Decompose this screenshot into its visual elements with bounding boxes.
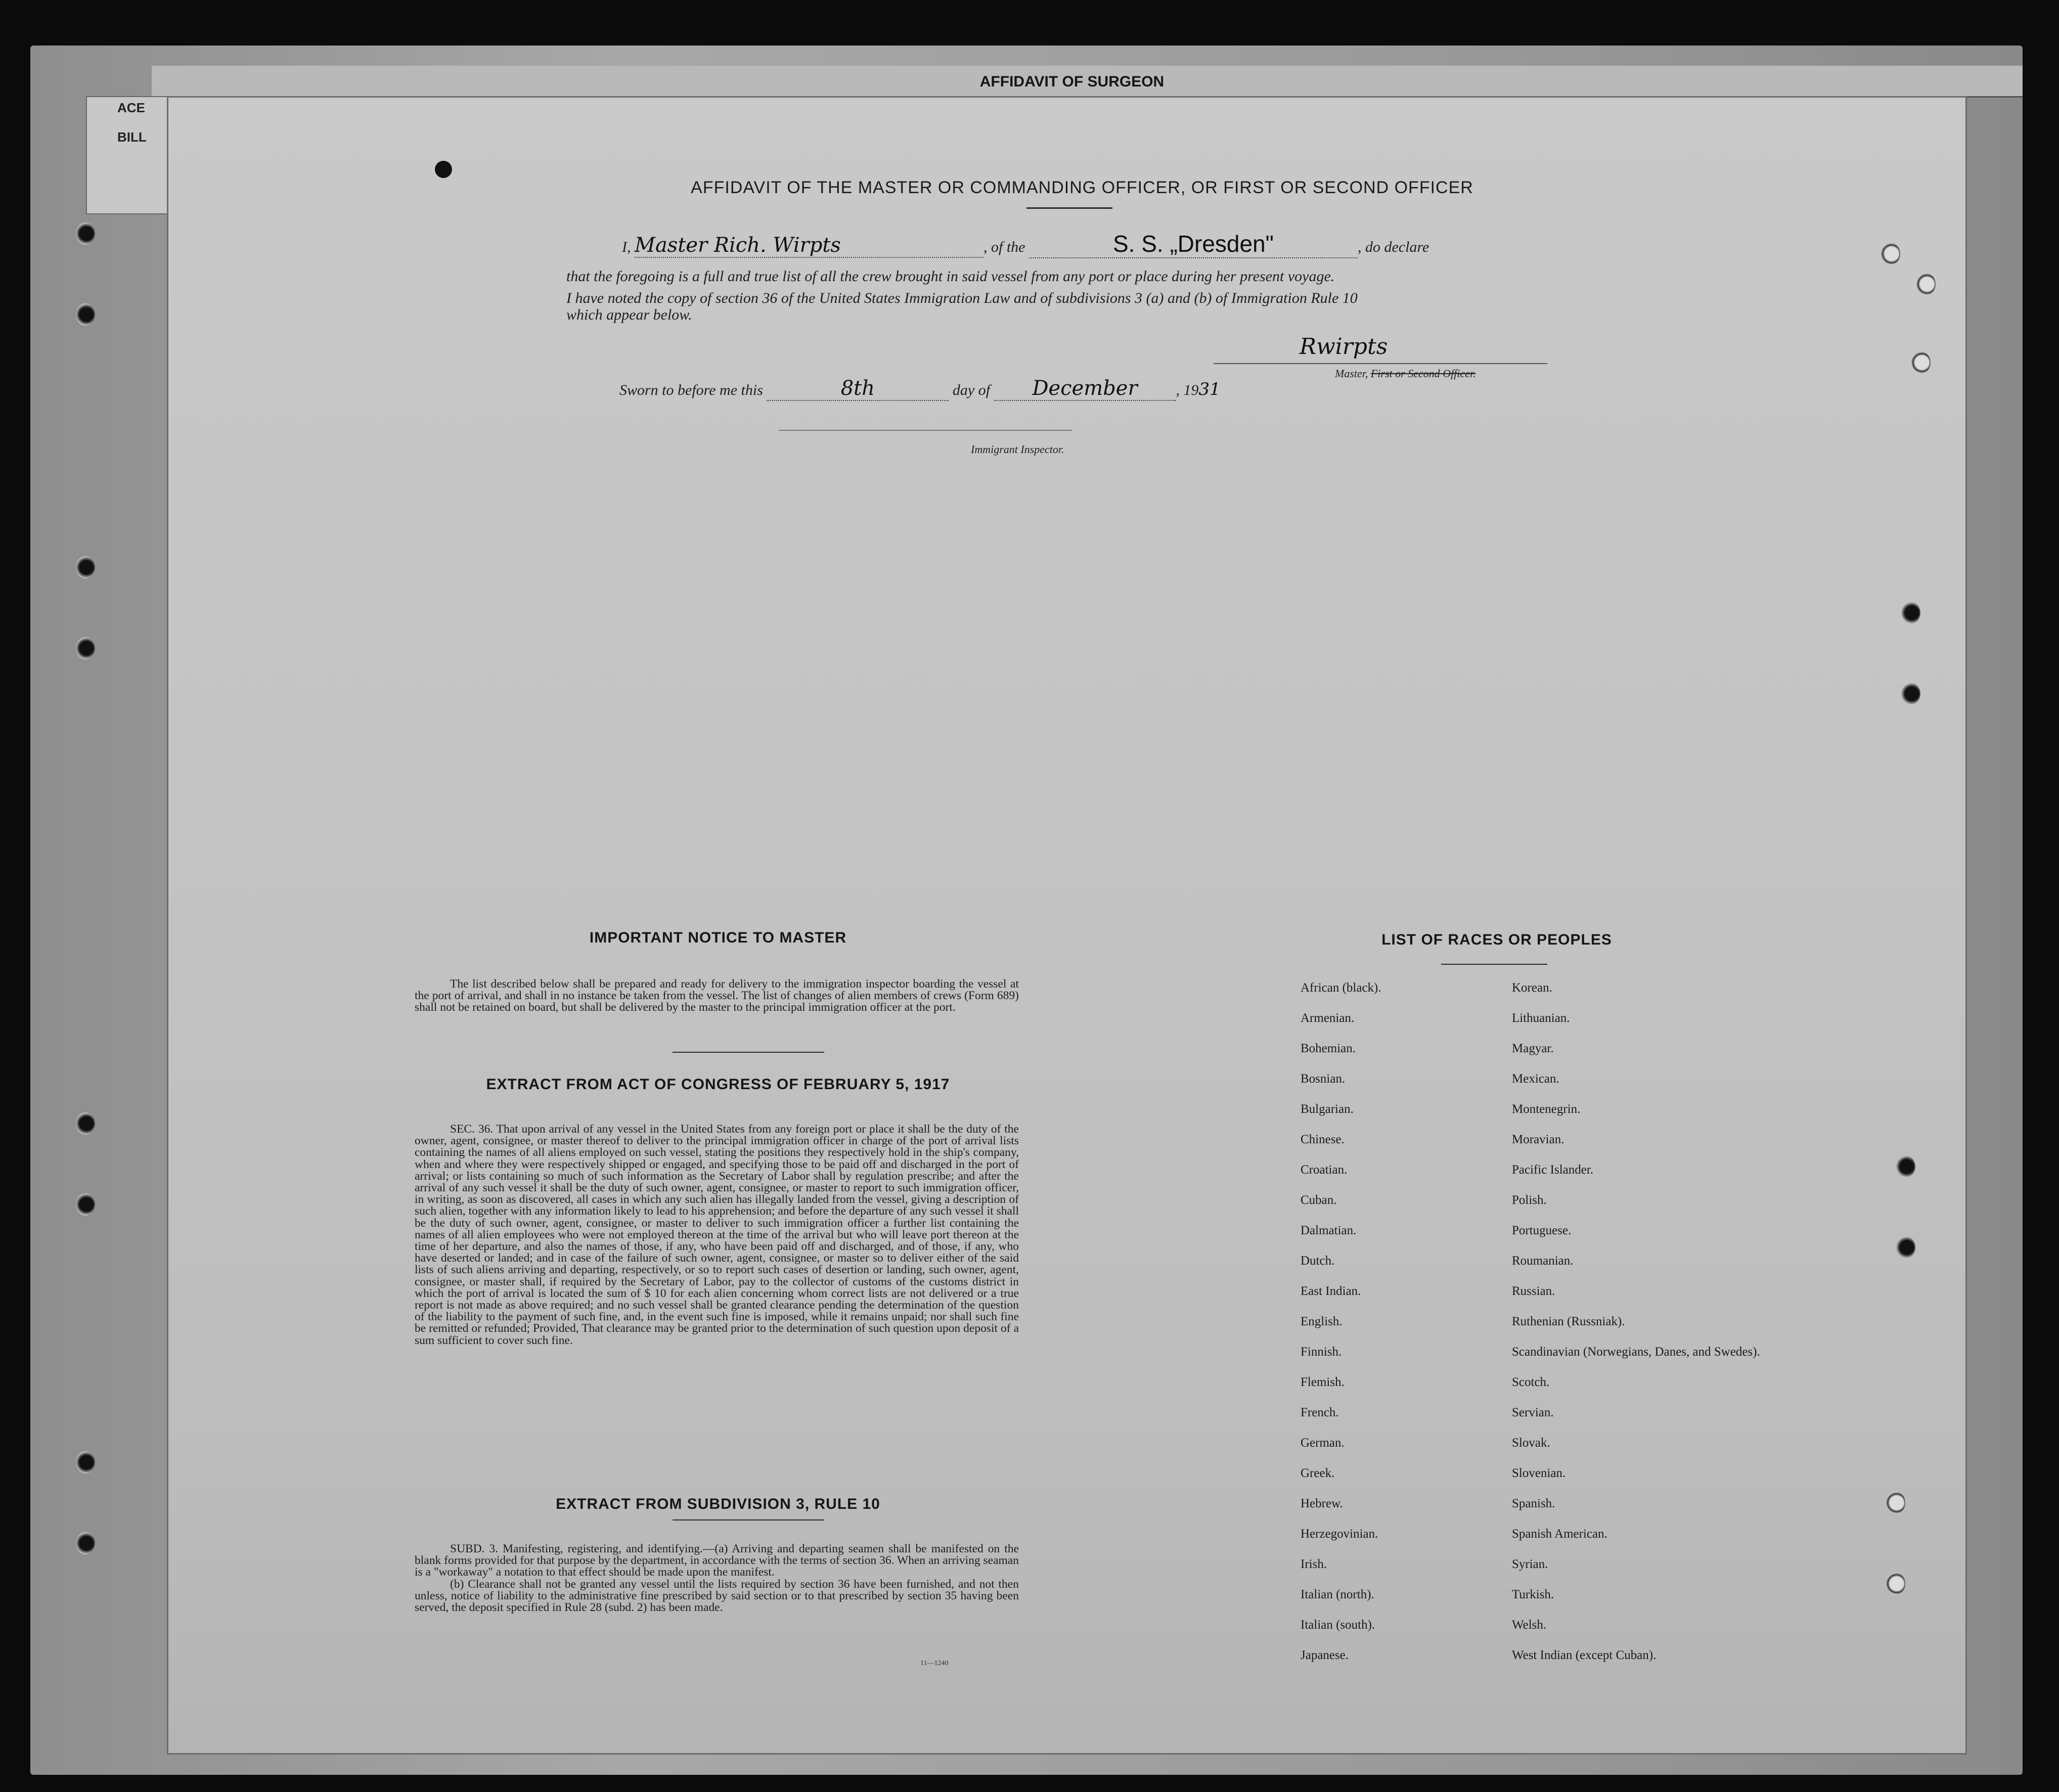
race-item: African (black). [1301,981,1381,995]
form-number: 11—1240 [920,1660,949,1667]
ink-dot [435,161,452,178]
race-item: Bosnian. [1301,1072,1346,1086]
declaration-line-4: which appear below. [566,306,692,323]
notice-title: IMPORTANT NOTICE TO MASTER [589,929,847,946]
race-item: Italian (south). [1301,1618,1375,1632]
do-declare-label: , do declare [1358,239,1429,255]
stamp-line: BILL [117,129,147,145]
divider [1026,207,1112,209]
race-item: Lithuanian. [1512,1011,1570,1025]
race-item: Servian. [1512,1406,1554,1419]
race-item: Spanish American. [1512,1527,1607,1541]
punch-hole-icon [76,222,95,245]
race-item: Hebrew. [1301,1497,1343,1510]
race-item: Slovak. [1512,1436,1550,1450]
punch-hole-icon [1886,1492,1905,1514]
race-item: Turkish. [1512,1588,1554,1601]
notice-paragraph: The list described below shall be prepared and ready for delivery to the immigration inspector boarding the vessel at the port of arrival, and shall in no instance be taken from the vessel. The list of changes of alien members of crews (Form 689) shall not be retained on board, but shall be delivered by the master to the principal immigration officer at the port. [415,977,1019,1014]
race-item: Syrian. [1512,1557,1548,1571]
race-item: Chinese. [1301,1133,1345,1146]
sworn-day: 8th [840,377,875,400]
punch-hole-icon [1896,1155,1915,1178]
punch-hole-icon [76,1112,95,1135]
punch-hole-icon [1881,243,1900,265]
race-item: Mexican. [1512,1072,1559,1086]
signature: Rwirpts [1300,334,1388,360]
race-item: Finnish. [1301,1345,1342,1359]
stamp-line: ACE [117,100,145,115]
race-item: Moravian. [1512,1133,1564,1146]
punch-hole-icon [1901,683,1920,705]
race-item: Welsh. [1512,1618,1547,1632]
punch-hole-icon [76,1193,95,1216]
race-item: Slovenian. [1512,1466,1566,1480]
master-name: Master Rich. Wirpts [635,234,841,257]
punch-hole-icon [1896,1236,1915,1259]
year-prefix: , 19 [1176,382,1199,398]
caption-master: Master, [1335,367,1368,380]
divider [1441,964,1547,965]
race-item: Flemish. [1301,1375,1345,1389]
race-item: East Indian. [1301,1284,1361,1298]
section-36-paragraph: SEC. 36. That upon arrival of any vessel in the United States from any foreign port or place it shall be the duty of the owner, agent, consignee, or master thereof to deliver to the principal immigration officer in charge of the port of arrival lists containing the names of all aliens employed on such vessel, stating the positions they respectively hold in the ship's company, when and where they were respectively shipped or engaged, and specifying those to be paid off and discharged in the port of arrival; or lists containing so much of such information as the Secretary of Labor shall by regulation prescribe; and after the arrival of any such vessel it shall be the duty of such owner, agent, consignee, or master to report to such immigration officer, in writing, as soon as discovered, all cases in which any such alien has illegally landed from the vessel, giving a description of such alien, together with any information likely to lead to his apprehension; and before the departure of any such vessel it shall be the duty of such owner, agent, consignee, or master to deliver to such immigration officer a further list containing the names of all alien employees who were not employed thereon at the time of the arrival but who will leave port thereon at the time of her departure, and also the names of those, if any, who have been paid off and discharged, and of those, if any, who have deserted or landed; and in case of the failure of such owner, agent, consignee, or master so to deliver either of the said lists of such aliens arriving and departing, respectively, or so to report such cases of desertion or landing, such owner, agent, consignee, or master shall, if required by the Secretary of Labor, pay to the collector of customs of the customs district in which the port of arrival is located the sum of $ 10 for each alien concerning whom correct lists are not delivered or a true report is not made as above required; and no such vessel shall be granted clearance pending the determination of the question of the liability to the payment of such fine, and, in the event such fine is imposed, while it remains unpaid; nor shall such fine be remitted or refunded; Provided, That clearance may be granted prior to the determination of such question upon deposit of a sum sufficient to cover such fine. [415,1123,1019,1347]
divider [673,1519,824,1520]
of-the-label: , of the [983,239,1025,255]
race-item: Bulgarian. [1301,1102,1354,1116]
race-item: Scandinavian (Norwegians, Danes, and Swedes). [1512,1345,1760,1359]
races-title: LIST OF RACES OR PEOPLES [1381,931,1612,948]
race-item: Spanish. [1512,1497,1555,1510]
act-extract-title: EXTRACT FROM ACT OF CONGRESS OF FEBRUARY 5, 1917 [486,1076,950,1093]
declaration-line-1 [566,230,1578,258]
punch-hole-icon [76,1451,95,1473]
race-item: Herzegovinian. [1301,1527,1378,1541]
act-extract-text [415,1124,1019,1347]
race-item: Japanese. [1301,1648,1349,1662]
race-item: French. [1301,1406,1339,1419]
race-item: Cuban. [1301,1193,1337,1207]
divider [673,1052,824,1053]
race-item: Bohemian. [1301,1042,1356,1055]
day-of-label: day of [952,382,991,398]
i-prefix: I, [622,239,631,255]
race-item: Magyar. [1512,1042,1554,1055]
race-item: Scotch. [1512,1375,1550,1389]
notice-text [415,978,1019,1014]
race-item: Armenian. [1301,1011,1355,1025]
punch-hole-icon [1911,351,1931,374]
race-item: Croatian. [1301,1163,1348,1177]
race-item: English. [1301,1315,1342,1328]
punch-hole-icon [1886,1573,1905,1595]
sworn-month-field [994,377,1176,401]
punch-hole-icon [1916,273,1936,295]
sworn-month: December [1032,377,1138,400]
race-item: Ruthenian (Russniak). [1512,1315,1625,1328]
sworn-year: 31 [1198,379,1221,399]
race-item: Russian. [1512,1284,1555,1298]
rule-extract-title: EXTRACT FROM SUBDIVISION 3, RULE 10 [556,1496,880,1512]
sworn-prefix: Sworn to before me this [619,382,763,398]
race-item: Polish. [1512,1193,1547,1207]
race-item: West Indian (except Cuban). [1512,1648,1657,1662]
master-name-field [635,234,983,258]
caption-struck: First or Second Officer. [1370,367,1476,380]
race-item: Dalmatian. [1301,1224,1357,1237]
surgeon-affidavit-title: AFFIDAVIT OF SURGEON [979,73,1165,90]
race-item: Irish. [1301,1557,1327,1571]
race-item: German. [1301,1436,1345,1450]
race-item: Dutch. [1301,1254,1335,1268]
declaration-line-3: I have noted the copy of section 36 of the United States Immigration Law and of subdivisions 3 (a) and (b) of Immigration Rule 10 [566,290,1358,306]
inspector-line [779,430,1072,431]
race-item: Greek. [1301,1466,1335,1480]
race-item: Italian (north). [1301,1588,1374,1601]
punch-hole-icon [76,556,95,578]
vessel-name: S. S. „Dresden" [1112,231,1274,257]
affidavit-title: AFFIDAVIT OF THE MASTER OR COMMANDING OFFICER, OR FIRST OR SECOND OFFICER [691,178,1473,197]
signature-line [1214,363,1547,364]
punch-hole-icon [76,303,95,326]
races-column-2 [1512,981,1760,1679]
punch-hole-icon [1901,602,1920,624]
race-item: Portuguese. [1512,1224,1572,1237]
declaration-line-2: that the foregoing is a full and true list of all the crew brought in said vessel from any port or place during her present voyage. [566,268,1335,285]
punch-hole-icon [76,1532,95,1554]
race-item: Montenegrin. [1512,1102,1581,1116]
subdivision-b-paragraph: (b) Clearance shall not be granted any vessel until the lists required by section 36 have been furnished, and not then unless, notice of liability to the administrative fine prescribed by said section or to that prescribed by section 35 having been served, the deposit specified in Rule 28 (subd. 2) has been made. [415,1577,1019,1615]
race-item: Korean. [1512,981,1552,995]
vessel-field [1029,230,1358,258]
race-item: Pacific Islander. [1512,1163,1594,1177]
rule-extract-text [415,1543,1019,1614]
sworn-line [619,377,1631,401]
inspector-caption: Immigrant Inspector. [971,443,1064,456]
sworn-day-field [767,377,949,401]
punch-hole-icon [76,637,95,659]
races-column-1 [1301,981,1503,1679]
race-item: Roumanian. [1512,1254,1574,1268]
subdivision-a-paragraph: SUBD. 3. Manifesting, registering, and identifying.—(a) Arriving and departing seamen shall be manifested on the blank forms provided for that purpose by the department, in accordance with the terms of section 36. When an arriving seaman is a "workaway" a notation to that effect should be made upon the manifest. [415,1542,1019,1579]
